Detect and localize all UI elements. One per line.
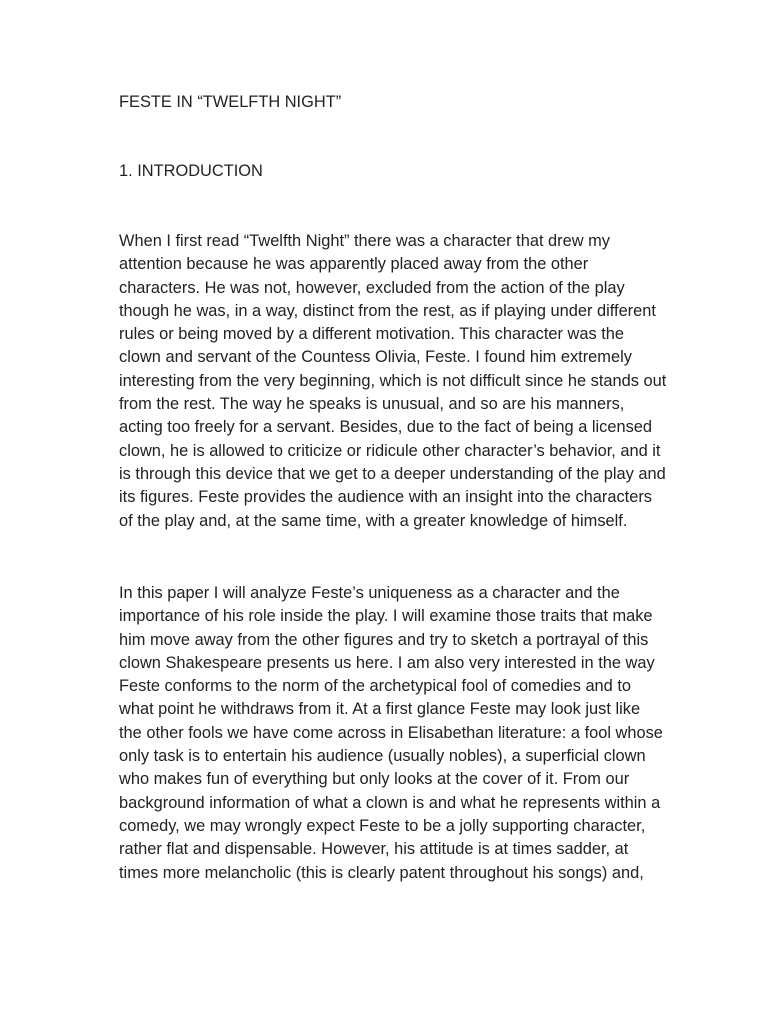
paragraph-line: though he was, in a way, distinct from the rest, as if playing under different xyxy=(119,301,656,320)
paragraph-line: comedy, we may wrongly expect Feste to be a jolly supporting character, xyxy=(119,816,646,835)
paragraph-1 xyxy=(119,230,679,533)
paragraph-line: importance of his role inside the play. I will examine those traits that make xyxy=(119,607,653,626)
paragraph-line: who makes fun of everything but only looks at the cover of it. From our xyxy=(119,770,630,789)
paragraph-line: only task is to entertain his audience (usually nobles), a superficial clown xyxy=(119,747,646,766)
paragraph-line: rules or being moved by a different motivation. This character was the xyxy=(119,325,625,344)
paragraph-line: In this paper I will analyze Feste’s uniqueness as a character and the xyxy=(119,584,620,602)
paragraph-line: its figures. Feste provides the audience with an insight into the characters xyxy=(119,488,652,507)
paragraph-line: background information of what a clown is and what he represents within a xyxy=(119,793,661,812)
paragraph-line: is through this device that we get to a deeper understanding of the play and xyxy=(119,464,666,483)
paragraph-2 xyxy=(119,582,679,885)
paragraph-line: clown Shakespeare presents us here. I am also very interested in the way xyxy=(119,653,655,672)
section-heading-introduction: 1. INTRODUCTION xyxy=(119,162,263,180)
document-title: FESTE IN “TWELFTH NIGHT” xyxy=(119,93,342,111)
paragraph-line: attention because he was apparently placed away from the other xyxy=(119,255,589,274)
paragraph-line: acting too freely for a servant. Besides, due to the fact of being a licensed xyxy=(119,418,653,437)
paragraph-line: him move away from the other figures and try to sketch a portrayal of this xyxy=(119,630,649,649)
paragraph-line: clown, he is allowed to criticize or ridicule other character’s behavior, and it xyxy=(119,441,661,460)
paragraph-line: characters. He was not, however, excluded from the action of the play xyxy=(119,278,625,297)
paragraph-line: Feste conforms to the norm of the archetypical fool of comedies and to xyxy=(119,677,632,696)
paragraph-line: interesting from the very beginning, which is not difficult since he stands out xyxy=(119,371,667,390)
paragraph-line: of the play and, at the same time, with a greater knowledge of himself. xyxy=(119,511,628,530)
paragraph-line: rather flat and dispensable. However, his attitude is at times sadder, at xyxy=(119,840,629,859)
paragraph-line: from the rest. The way he speaks is unusual, and so are his manners, xyxy=(119,395,625,414)
paragraph-line: the other fools we have come across in Elisabethan literature: a fool whose xyxy=(119,723,663,742)
paragraph-line: times more melancholic (this is clearly patent throughout his songs) and, xyxy=(119,863,644,882)
paragraph-line: what point he withdraws from it. At a first glance Feste may look just like xyxy=(119,700,641,719)
paragraph-line: When I first read “Twelfth Night” there was a character that drew my xyxy=(119,232,610,250)
paragraph-line: clown and servant of the Countess Olivia, Feste. I found him extremely xyxy=(119,348,632,367)
